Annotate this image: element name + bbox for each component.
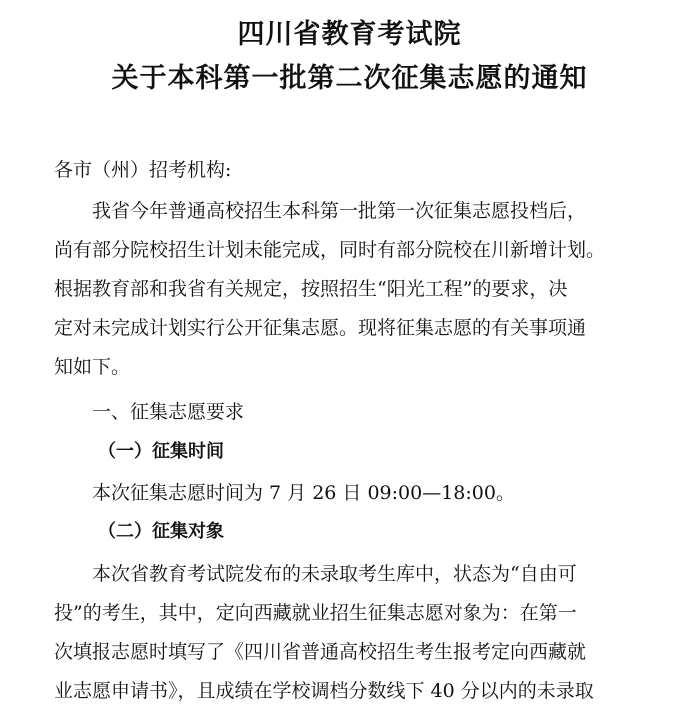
title-line-2: 关于本科第一批第二次征集志愿的通知 <box>111 63 588 94</box>
paragraph-1-line-2: 尚有部分院校招生计划未能完成，同时有部分院校在川新增计划。 <box>54 239 606 261</box>
subsection-1-text: 本次征集志愿时间为 7 月 26 日 09:00—18:00。 <box>92 482 515 504</box>
paragraph-2-line-4: 业志愿申请书》，且成绩在学校调档分数线下 40 分以内的未录取 <box>54 680 594 702</box>
paragraph-2-line-3: 次填报志愿时填写了《四川省普通高校招生考生报考定向西藏就 <box>54 641 587 663</box>
subsection-1-heading: （一）征集时间 <box>98 441 224 462</box>
paragraph-1-line-1: 我省今年普通高校招生本科第一批第一次征集志愿投档后， <box>92 200 587 222</box>
salutation: 各市（州）招考机构: <box>54 159 232 181</box>
paragraph-2-line-1: 本次省教育考试院发布的未录取考生库中，状态为“自由可 <box>92 563 577 585</box>
paragraph-1-line-5: 知如下。 <box>54 356 131 378</box>
title-line-1: 四川省教育考试院 <box>237 19 462 50</box>
paragraph-1-line-3: 根据教育部和我省有关规定，按照招生“阳光工程”的要求，决 <box>54 278 568 300</box>
section-1-heading: 一、征集志愿要求 <box>92 401 245 423</box>
subsection-2-heading: （二）征集对象 <box>98 521 224 542</box>
paragraph-1-line-4: 定对未完成计划实行公开征集志愿。现将征集志愿的有关事项通 <box>54 317 587 339</box>
paragraph-2-line-2: 投”的考生，其中，定向西藏就业招生征集志愿对象为：在第一 <box>54 602 577 624</box>
